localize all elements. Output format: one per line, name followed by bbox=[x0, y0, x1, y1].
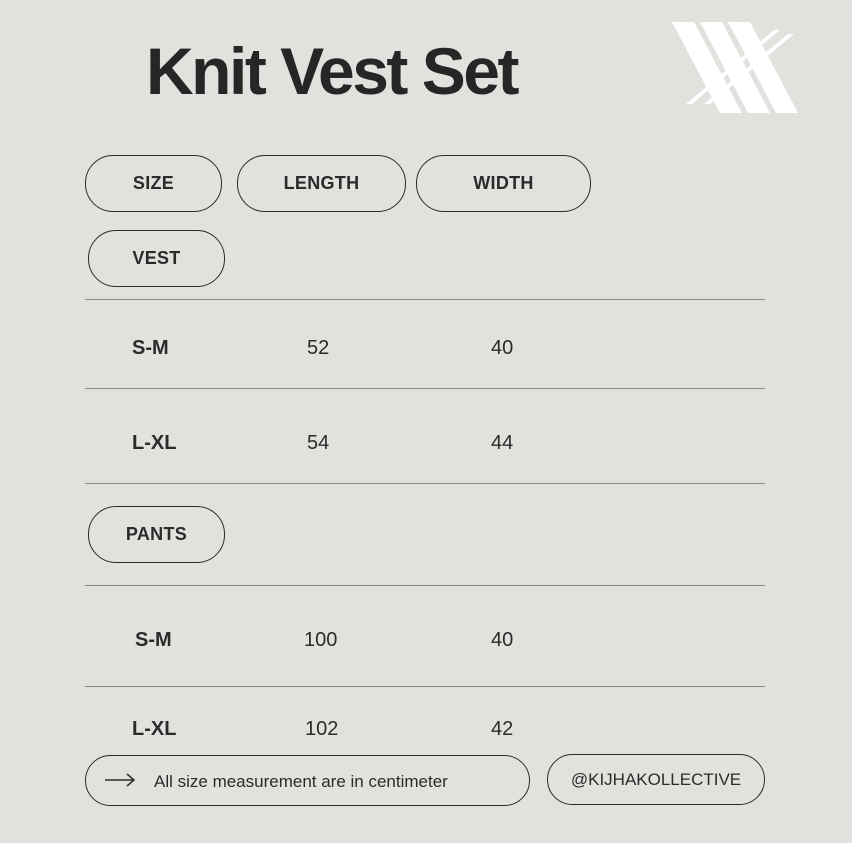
pants-row-1-width: 40 bbox=[491, 629, 514, 651]
vest-row-2-size: L-XL bbox=[132, 432, 177, 454]
page-title: Knit Vest Set bbox=[146, 34, 517, 108]
social-handle-text: @KIJHAKOLLECTIVE bbox=[570, 769, 742, 789]
section-label-pants: PANTS bbox=[88, 506, 225, 563]
measurement-note bbox=[85, 755, 530, 806]
vest-row-1-width: 40 bbox=[491, 337, 514, 359]
pants-row-2-width: 42 bbox=[491, 718, 514, 740]
vest-row-2-width: 44 bbox=[491, 432, 514, 454]
vest-row-1-length: 52 bbox=[307, 337, 330, 359]
vest-row-2-length: 54 bbox=[307, 432, 330, 454]
arrow-right-icon bbox=[104, 770, 136, 790]
header-width: WIDTH bbox=[416, 155, 591, 212]
kijha-logo-icon bbox=[670, 20, 798, 115]
header-size: SIZE bbox=[85, 155, 222, 212]
vest-row-1-size: S-M bbox=[132, 337, 169, 359]
pants-row-2-length: 102 bbox=[305, 718, 339, 740]
divider bbox=[85, 299, 765, 300]
pants-row-1-length: 100 bbox=[304, 629, 338, 651]
header-length: LENGTH bbox=[237, 155, 406, 212]
measurement-note-text: All size measurement are in centimeter bbox=[154, 772, 448, 791]
divider bbox=[85, 686, 765, 687]
pants-row-1-size: S-M bbox=[135, 629, 172, 651]
divider bbox=[85, 585, 765, 586]
pants-row-2-size: L-XL bbox=[132, 718, 177, 740]
divider bbox=[85, 483, 765, 484]
divider bbox=[85, 388, 765, 389]
section-label-vest: VEST bbox=[88, 230, 225, 287]
social-handle[interactable] bbox=[547, 754, 765, 805]
